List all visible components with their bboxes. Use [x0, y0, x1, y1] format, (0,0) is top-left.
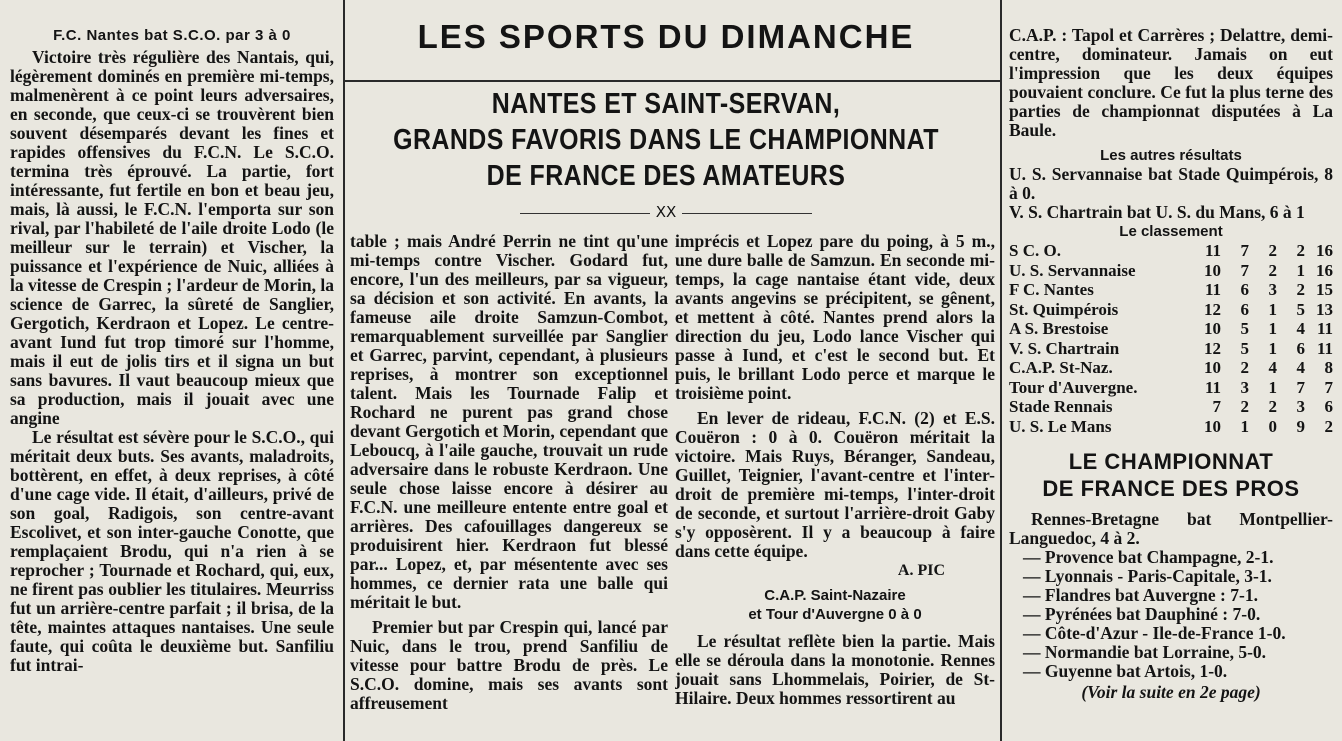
standings-value: 2	[1296, 241, 1305, 260]
author-signature: A. PIC	[897, 562, 945, 579]
standings-value: 10	[1204, 260, 1221, 280]
standings-value: 4	[1296, 358, 1305, 377]
article-paragraph: Le résultat reflète bien la partie. Mais elle se déroula dans la monotonie. Rennes jouait sans Lhommelais, Poirier, de St-Hilaire. Deux hommes ressortirent au	[675, 631, 995, 708]
banner-rule	[343, 80, 1002, 82]
main-headline	[345, 86, 987, 194]
pros-heading: DE FRANCE DES PROS	[1042, 476, 1300, 501]
standings-value: 11	[1204, 377, 1221, 397]
result-line: V. S. Chartrain bat U. S. du Mans, 6 à 1	[1009, 202, 1305, 222]
standings-value: 11	[1316, 338, 1333, 358]
standings-row	[1009, 397, 1333, 417]
pros-results-list	[1009, 548, 1333, 681]
separator-mark: XX	[655, 203, 677, 221]
standings-value: 7	[1296, 377, 1305, 397]
article-paragraph: imprécis et Lopez pare du poing, à 5 m., une dure balle de Samzun. En seconde mi-temps, la cage nantaise étant vide, deux avants angevins se précipitent, se gênent, et mettent à côté. Nantes prend alors la direction du jeu, Lodo lance Vischer qui passe à Iund, et c'est le second but. Et puis, le brillant Lodo perce et marque le troisième point.	[675, 232, 995, 403]
standings-value: 2	[1240, 358, 1249, 377]
standings-row	[1009, 319, 1333, 339]
standings-value: 8	[1324, 358, 1333, 377]
headline-line: DE FRANCE DES AMATEURS	[486, 160, 846, 192]
standings-row	[1009, 300, 1333, 320]
standings-value: 7	[1240, 260, 1249, 280]
standings-value: 7	[1212, 397, 1221, 416]
pros-result-item: — Normandie bat Lorraine, 5-0.	[1023, 642, 1267, 662]
standings-value: 13	[1316, 299, 1333, 319]
standings-value: 1	[1268, 338, 1277, 358]
standings-value: 12	[1204, 338, 1221, 358]
headline-line: GRANDS FAVORIS DANS LE CHAMPIONNAT	[393, 124, 939, 156]
standings-value: 9	[1296, 416, 1305, 436]
column-rule-2	[1000, 0, 1002, 741]
column-middle-left	[350, 232, 668, 740]
standings-value: 10	[1204, 358, 1221, 377]
continued-note: (Voir la suite en 2e page)	[1081, 682, 1261, 702]
team-name: F C. Nantes	[1009, 280, 1094, 299]
pros-result-item: — Guyenne bat Artois, 1-0.	[1023, 661, 1228, 681]
team-name: C.A.P. St-Naz.	[1009, 358, 1113, 377]
standings-row	[1009, 339, 1333, 359]
standings-value: 1	[1268, 319, 1277, 338]
pros-heading: LE CHAMPIONNAT	[1068, 449, 1274, 474]
standings-value: 2	[1296, 280, 1305, 299]
standings-value: 10	[1204, 319, 1221, 338]
headline-separator	[520, 205, 812, 221]
article-paragraph: C.A.P. : Tapol et Carrères ; Delattre, demi-centre, dominateur. Jamais on eut l'impression que les deux équipes pouvaient conclure. Ce fut la plus terne des parties de championnat disputées à La Baule.	[1009, 26, 1333, 140]
column-results	[1009, 26, 1333, 740]
team-name: V. S. Chartrain	[1009, 338, 1120, 358]
standings-value: 6	[1296, 338, 1305, 358]
standings-row	[1009, 241, 1333, 261]
standings-value: 11	[1204, 280, 1221, 299]
team-name: S C. O.	[1009, 241, 1061, 260]
column-fc-nantes	[10, 26, 334, 740]
match-subhead: et Tour d'Auvergne 0 à 0	[748, 606, 922, 623]
separator-line	[520, 213, 650, 214]
article-paragraph: Le résultat est sévère pour le S.C.O., qui méritait deux buts. Ses avants, maladroits, bottèrent, en effet, à deux reprises, à côté d'une cage vide. Il était, d'ailleurs, privé de son goal, Radigois, son centre-avant Escolivet, et son inter-gauche Conotte, que remplaçaient Brodu, qui n'a rien à se reprocher ; Tournade et Rochard, qui, eux, ne firent pas oublier les titulaires. Meurriss fut un arrière-centre parfait ; il brisa, de la tête, maintes attaques nantaises. Une seule faute, qui coûta le deuxième but. Sanfiliu fut intrai-	[10, 427, 334, 675]
result-line: U. S. Servannaise bat Stade Quimpérois, 8 à 0.	[1009, 164, 1333, 203]
standings-value: 16	[1316, 260, 1333, 280]
standings-value: 5	[1240, 338, 1249, 358]
standings-value: 0	[1268, 416, 1277, 436]
article-headline: F.C. Nantes bat S.C.O. par 3 à 0	[53, 27, 291, 44]
standings-value: 2	[1324, 416, 1333, 436]
standings-value: 4	[1296, 319, 1305, 338]
standings-row	[1009, 358, 1333, 378]
separator-line	[682, 213, 812, 214]
section-banner: LES SPORTS DU DIMANCHE	[417, 18, 915, 55]
standings-row	[1009, 261, 1333, 281]
standings-value: 15	[1316, 280, 1333, 299]
standings-value: 1	[1268, 377, 1277, 397]
standings-value: 7	[1324, 377, 1333, 397]
standings-value: 11	[1204, 241, 1221, 260]
pros-result-item: — Lyonnais - Paris-Capitale, 3-1.	[1023, 566, 1272, 586]
standings-value: 1	[1296, 260, 1305, 280]
standings-value: 4	[1268, 358, 1277, 377]
standings-value: 6	[1240, 280, 1249, 299]
team-name: U. S. Servannaise	[1009, 260, 1136, 280]
pros-result-item: — Flandres bat Auvergne : 7-1.	[1023, 585, 1258, 605]
standings-value: 1	[1268, 299, 1277, 319]
standings-value: 6	[1324, 397, 1333, 416]
team-name: A S. Brestoise	[1009, 319, 1109, 338]
team-name: Stade Rennais	[1009, 397, 1113, 416]
standings-value: 7	[1240, 241, 1249, 260]
standings-value: 1	[1240, 416, 1249, 436]
results-heading: Les autres résultats	[1100, 147, 1242, 164]
standings-value: 16	[1316, 241, 1333, 260]
standings-value: 3	[1240, 377, 1249, 397]
standings-value: 5	[1296, 299, 1305, 319]
result-line: Rennes-Bretagne bat Montpellier-Languedoc, 4 à 2.	[1009, 509, 1333, 548]
standings-value: 12	[1204, 299, 1221, 319]
standings-row	[1009, 378, 1333, 398]
team-name: St. Quimpérois	[1009, 299, 1119, 319]
standings-value: 6	[1240, 299, 1249, 319]
standings-row	[1009, 417, 1333, 437]
headline-line: NANTES ET SAINT-SERVAN,	[491, 88, 841, 120]
standings-heading: Le classement	[1119, 223, 1223, 240]
article-paragraph: table ; mais André Perrin ne tint qu'une mi-temps contre Vischer. Godard fut, encore, l'un des meilleurs, par sa vigueur, sa décision et son activité. En avants, la fameuse aile droite Samzun-Combot, remarquablement surveillée par Sanglier et Garrec, parvint, cependant, à plusieurs reprises, à montrer son exceptionnel talent. Mais les Tournade Falip et Rochard ne purent pas grand chose devant Gergotich et Morin, cependant que Leboucq, à l'aile gauche, trouvait un rude adversaire dans le robuste Kerdraon. Une seule chose laisse encore à désirer au F.C.N. une meilleure entente entre goal et arrières. Des cafouillages dangereux se produisirent hier. Kerdraon fut blessé par... Lopez, et, par mésentente avec ses hommes, ce dernier rata une balle qui méritait le but.	[350, 232, 668, 612]
standings-row	[1009, 280, 1333, 300]
team-name: Tour d'Auvergne.	[1009, 377, 1138, 397]
standings-value: 2	[1268, 397, 1277, 416]
pros-result-item: — Côte-d'Azur - Ile-de-France 1-0.	[1023, 623, 1286, 643]
standings-value: 11	[1316, 319, 1333, 338]
team-name: U. S. Le Mans	[1009, 416, 1112, 436]
column-middle-right	[675, 232, 995, 740]
standings-value: 10	[1204, 416, 1221, 436]
match-subhead: C.A.P. Saint-Nazaire	[764, 587, 906, 604]
article-paragraph: Premier but par Crespin qui, lancé par Nuic, dans le trou, prend Sanfiliu de vitesse pour battre Brodu de près. Le S.C.O. domine, mais ses avants sont affreusement	[350, 617, 668, 713]
article-paragraph: Victoire très régulière des Nantais, qui, légèrement dominés en première mi-temps, malmenèrent à ce point leurs adversaires, en seconde, que ceux-ci se trouvèrent bien souvent désemparés devant les fines et rapides offensives du F.C.N. Le S.C.O. termina très éprouvé. La partie, fort intéressante, fut fertile en bon et beau jeu, mais, là aussi, le F.C.N. l'emporta sur son rival, par l'habileté de l'aile droite Lodo (le meilleur sur le terrain) et Vischer, la puissance et l'expérience de Nuic, alliées à la vitesse de Crespin ; l'ardeur de Morin, la science de Garrec, la sûreté de Sanglier, Gergotich, Kerdraon et Lopez. Le centre-avant Iund fut trop timoré sur l'homme, mais il eut de jolis tirs et il signa un but sans bavures. Il vaut beaucoup mieux que sa production, mais il jouait avec une angine	[10, 47, 334, 428]
pros-result-item: — Pyrénées bat Dauphiné : 7-0.	[1023, 604, 1261, 624]
standings-value: 3	[1268, 280, 1277, 299]
standings-value: 2	[1268, 241, 1277, 260]
article-paragraph: En lever de rideau, F.C.N. (2) et E.S. Couëron : 0 à 0. Couëron méritait la victoire. Mais Ruys, Béranger, Sandeau, Guillet, Teignier, l'avant-centre et l'inter-droit de première mi-temps, l'inter-droit de seconde, et surtout l'arrière-droit Gaby s'y opposèrent. Il y a beaucoup à faire dans cette équipe.	[675, 408, 995, 561]
standings-value: 5	[1240, 319, 1249, 338]
standings-value: 3	[1296, 397, 1305, 416]
standings-value: 2	[1240, 397, 1249, 416]
standings-value: 2	[1268, 260, 1277, 280]
pros-result-item: — Provence bat Champagne, 2-1.	[1023, 547, 1274, 567]
standings-table	[1009, 241, 1333, 436]
